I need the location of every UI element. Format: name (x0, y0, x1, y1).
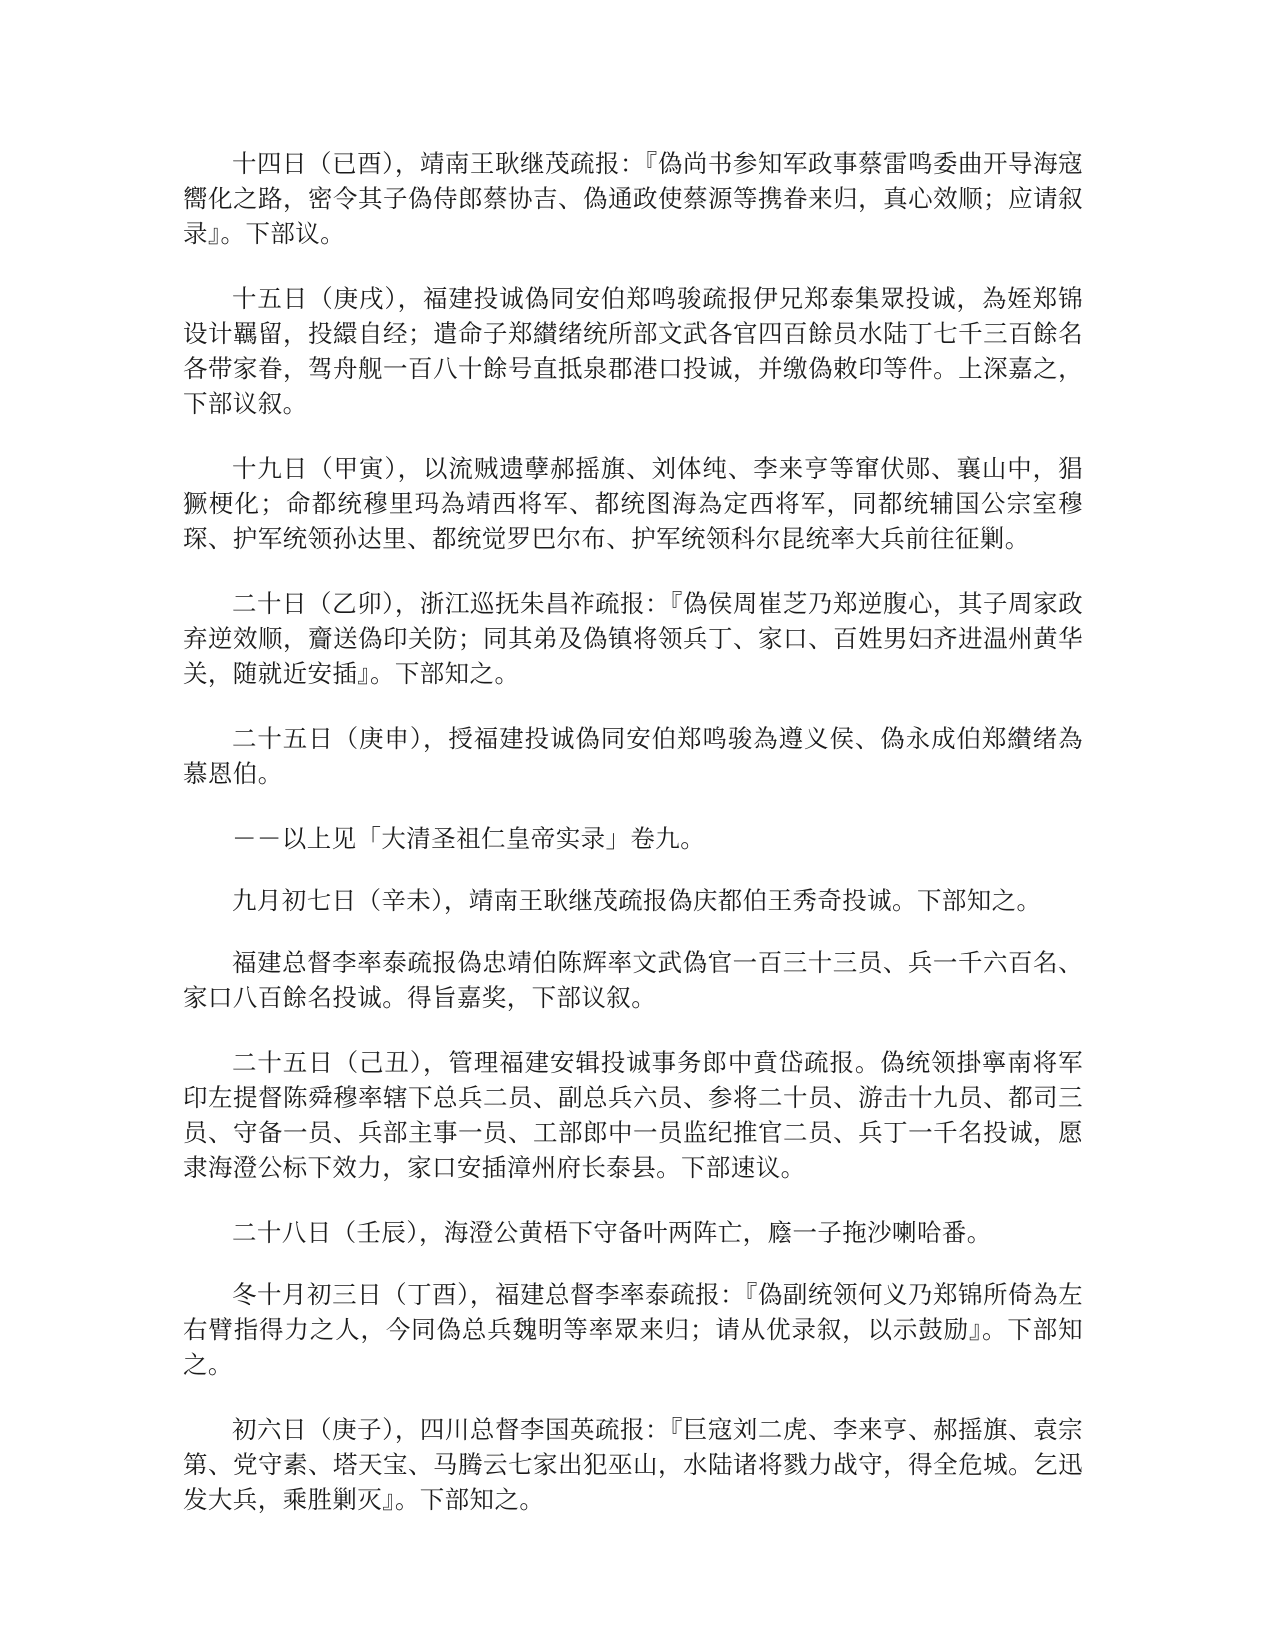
paragraph-20th-day: 二十日（乙卯），浙江巡抚朱昌祚疏报：『偽侯周崔芝乃郑逆腹心，其子周家政弃逆效顺，齎送偽印关防；同其弟及偽镇将领兵丁、家口、百姓男妇齐进温州黄华关，随就近安插』。下部知之。 (183, 589, 1083, 688)
paragraph-winter-10th-month: 冬十月初三日（丁酉），福建总督李率泰疏报：『偽副统领何义乃郑锦所倚為左右臂指得力之人，今同偽总兵魏明等率眾来归；请从优录叙，以示鼓励』。下部知之。 (183, 1280, 1083, 1379)
paragraph-28th-day: 二十八日（壬辰），海澄公黄梧下守备叶两阵亡，廕一子拖沙喇哈番。 (232, 1218, 992, 1247)
paragraph-15th-day: 十五日（庚戌），福建投诚偽同安伯郑鸣骏疏报伊兄郑泰集眾投诚，為姪郑锦设计羈留，投繯自经；遣命子郑纉绪统所部文武各官四百餘员水陆丁七千三百餘名各带家眷，驾舟舰一百八十餘号直抵泉郡港口投诚，并缴偽敕印等件。上深嘉之，下部议叙。 (183, 284, 1083, 418)
paragraph-9th-month-7th-day: 九月初七日（辛未），靖南王耿继茂疏报偽庆都伯王秀奇投诚。下部知之。 (232, 886, 1042, 915)
paragraph-fujian-governor-report: 福建总督李率泰疏报偽忠靖伯陈辉率文武偽官一百三十三员、兵一千六百名、家口八百餘名投诚。得旨嘉奖，下部议叙。 (183, 948, 1083, 1012)
paragraph-14th-day: 十四日（已酉），靖南王耿继茂疏报：『偽尚书参知军政事蔡雷鸣委曲开导海寇嚮化之路，密令其子偽侍郎蔡协吉、偽通政使蔡源等携眷来归，真心效顺；应请叙录』。下部议。 (183, 149, 1083, 248)
document-page (183, 146, 1083, 1547)
source-citation: －－以上见「大清圣祖仁皇帝实录」卷九。 (232, 824, 706, 853)
paragraph-6th-day: 初六日（庚子），四川总督李国英疏报：『巨寇刘二虎、李来亨、郝摇旗、袁宗第、党守素、塔天宝、马腾云七家出犯巫山，水陆诸将戮力战守，得全危城。乞迅发大兵，乘胜剿灭』。下部知之。 (183, 1415, 1083, 1514)
paragraph-25th-day-gengshen: 二十五日（庚申），授福建投诚偽同安伯郑鸣骏為遵义侯、偽永成伯郑纉绪為慕恩伯。 (183, 724, 1083, 788)
paragraph-19th-day: 十九日（甲寅），以流贼遗孽郝摇旗、刘体纯、李来亨等窜伏郧、襄山中，猖獗梗化；命都统穆里玛為靖西将军、都统图海為定西将军，同都统辅国公宗室穆琛、护军统领孙达里、都统觉罗巴尔布、护军统领科尔昆统率大兵前往征剿。 (183, 454, 1083, 553)
paragraph-25th-day-jichou: 二十五日（己丑），管理福建安辑投诚事务郎中賁岱疏报。偽统领掛寧南将军印左提督陈舜穆率辖下总兵二员、副总兵六员、参将二十员、游击十九员、都司三员、守备一员、兵部主事一员、工部郎中一员监纪推官二员、兵丁一千名投诚，愿隶海澄公标下效力，家口安插漳州府长泰县。下部速议。 (183, 1048, 1083, 1182)
